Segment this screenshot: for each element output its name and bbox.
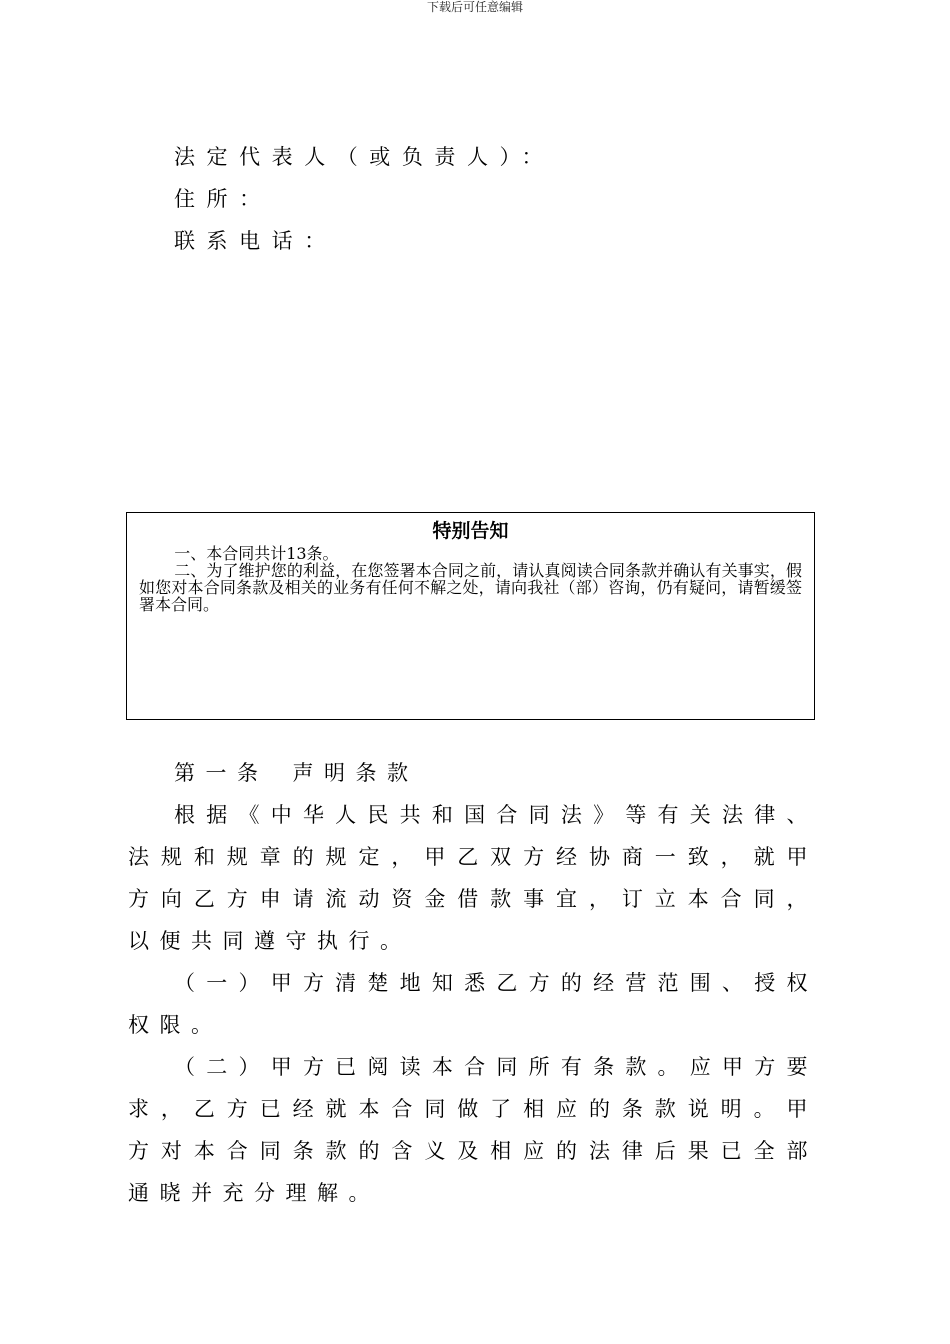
party-info <box>174 136 554 262</box>
address-line: 住所： <box>174 187 272 211</box>
article-heading: 声明条款 <box>292 761 419 785</box>
notice-title: 特别告知 <box>432 520 509 542</box>
article-number: 第一条 <box>174 761 269 785</box>
clause-2-paragraph: （二）甲方已阅读本合同所有条款。应甲方要求，乙方已经就本合同做了相应的条款说明。甲方对本合同条款的含义及相应的法律后果已全部通晓并充分理解。 <box>128 1055 818 1205</box>
legal-representative-line: 法定代表人（或负责人）： <box>174 145 555 169</box>
notice-item-1: 一、本合同共计13条。 <box>174 544 339 563</box>
header-note: 下载后可任意编辑 <box>426 0 523 14</box>
clause-1-paragraph: （一）甲方清楚地知悉乙方的经营范围、授权权限。 <box>128 971 818 1037</box>
special-notice-box <box>126 512 815 720</box>
article-1 <box>128 752 818 1214</box>
article-intro-paragraph: 根据《中华人民共和国合同法》等有关法律、法规和规章的规定，甲乙双方经协商一致，就甲方向乙方申请流动资金借款事宜，订立本合同，以便共同遵守执行。 <box>128 803 818 953</box>
notice-item-2: 二、为了维护您的利益，在您签署本合同之前，请认真阅读合同条款并确认有关事实，假如您对本合同条款及相关的业务有任何不解之处，请向我社（部）咨询，仍有疑问，请暂缓签署本合同。 <box>139 561 802 614</box>
phone-line: 联系电话： <box>174 229 337 253</box>
article-title <box>128 752 818 794</box>
